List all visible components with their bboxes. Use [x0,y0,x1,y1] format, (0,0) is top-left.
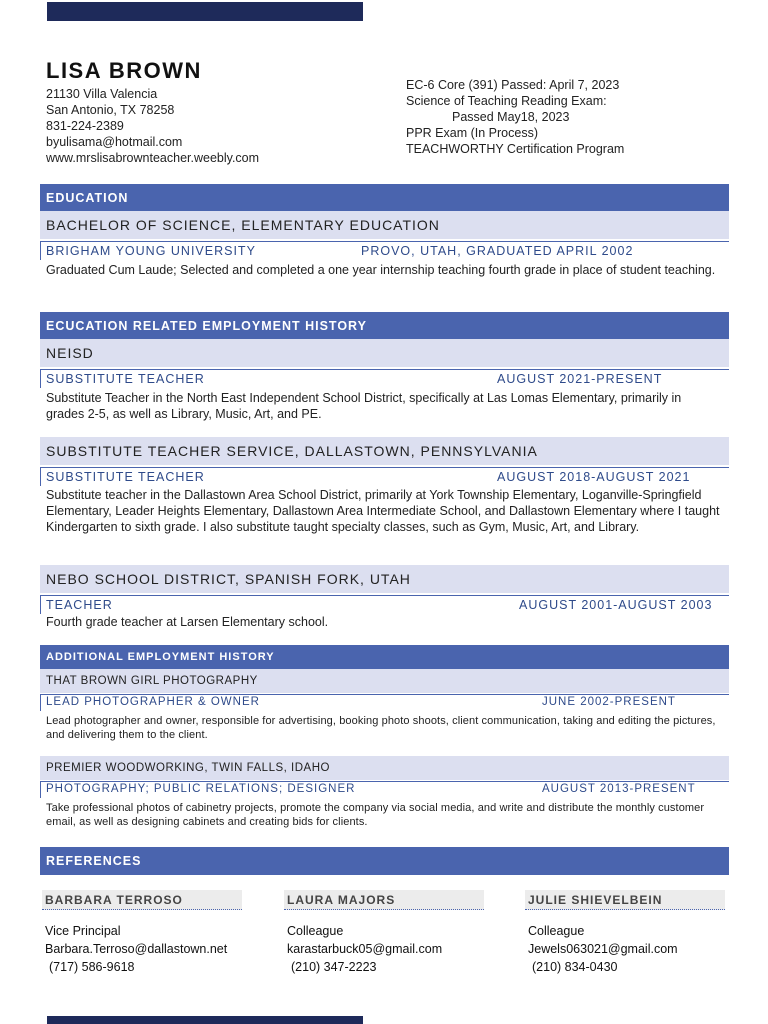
reference-details [45,922,227,976]
job-title: SUBSTITUTE TEACHER [46,470,205,484]
job-description: Lead photographer and owner, responsible for advertising, booking photo shoots, client communication, taking and editing the pictures, and delivering them to the client. [46,715,716,741]
reference-phone: (210) 834-0430 [532,960,618,974]
employment-header: ECUCATION RELATED EMPLOYMENT HISTORY [40,312,729,339]
job-row [40,467,729,486]
email-address[interactable]: byulisama@hotmail.com [46,135,183,149]
phone-number: 831-224-2389 [46,119,124,133]
cert-line-1: EC-6 Core (391) Passed: April 7, 2023 [406,78,620,92]
job-title: LEAD PHOTOGRAPHER & OWNER [46,696,260,708]
school-name: BRIGHAM YOUNG UNIVERSITY [46,244,256,258]
reference-email[interactable]: Jewels063021@gmail.com [528,942,678,956]
job-row [40,694,729,711]
job-description: Substitute Teacher in the North East Independent School District, specifically at Las Lomas Elementary, primarily in grades 2-5, as well as Library, Music, Art, and PE. [46,391,682,421]
school-location: PROVO, UTAH, GRADUATED APRIL 2002 [361,244,634,258]
employer-photography: THAT BROWN GIRL PHOTOGRAPHY [40,669,729,693]
education-description: Graduated Cum Laude; Selected and completed a one year internship teaching fourth grade in place of student teaching. [46,263,716,277]
reference-name: BARBARA TERROSO [42,890,242,910]
reference-phone: (717) 586-9618 [49,960,135,974]
job-row [40,369,729,388]
job-dates: AUGUST 2001-AUGUST 2003 [519,598,713,612]
degree-title: BACHELOR OF SCIENCE, ELEMENTARY EDUCATION [40,211,729,239]
reference-phone: (210) 347-2223 [291,960,377,974]
reference-details [287,922,442,976]
job-description: Fourth grade teacher at Larsen Elementary school. [46,615,329,629]
job-dates: JUNE 2002-PRESENT [542,696,676,708]
reference-email[interactable]: karastarbuck05@gmail.com [287,942,443,956]
contact-block [46,86,259,166]
job-row [40,781,729,798]
reference-role: Vice Principal [45,924,121,938]
cert-line-2: Science of Teaching Reading Exam: [406,94,607,108]
employer-woodworking: PREMIER WOODWORKING, TWIN FALLS, IDAHO [40,756,729,780]
job-title: SUBSTITUTE TEACHER [46,372,205,386]
job-dates: AUGUST 2013-PRESENT [542,783,696,795]
cert-line-5: TEACHWORTHY Certification Program [406,142,625,156]
reference-name: JULIE SHIEVELBEIN [525,890,725,910]
references-header: REFERENCES [40,847,729,875]
school-row [40,241,729,260]
employer-dallastown: SUBSTITUTE TEACHER SERVICE, DALLASTOWN, PENNSYLVANIA [40,437,729,465]
job-description: Substitute teacher in the Dallastown Area School District, primarily at York Township Elementary, Loganville-Springfield Elementary, Leader Heights Elementary, Dallastown Area Intermediate School, and Dallastown Elementary where I taught Kindergarten to sixth grade. I also substitute taught specialty classes, such as Gym, Music, Art, and Library. [46,488,720,534]
job-dates: AUGUST 2018-AUGUST 2021 [497,470,691,484]
employer-nebo: NEBO SCHOOL DISTRICT, SPANISH FORK, UTAH [40,565,729,593]
cert-line-3: Passed May18, 2023 [452,110,570,124]
additional-header: ADDITIONAL EMPLOYMENT HISTORY [40,645,729,669]
job-dates: AUGUST 2021-PRESENT [497,372,663,386]
job-title: PHOTOGRAPHY; PUBLIC RELATIONS; DESIGNER [46,783,356,795]
education-header: EDUCATION [40,184,729,211]
job-description: Take professional photos of cabinetry projects, promote the company via social media, and write and distribute the monthly customer email, as well as designing cabinets and creating bids for clients. [46,802,705,828]
candidate-name: LISA BROWN [46,58,202,83]
reference-email[interactable]: Barbara.Terroso@dallastown.net [45,942,228,956]
reference-details [528,922,678,976]
reference-role: Colleague [287,924,344,938]
address-line-1: 21130 Villa Valencia [46,87,158,101]
job-row [40,595,729,614]
reference-role: Colleague [528,924,585,938]
website-link[interactable]: www.mrslisabrownteacher.weebly.com [46,151,260,165]
employer-neisd: NEISD [40,339,729,367]
reference-name: LAURA MAJORS [284,890,484,910]
cert-line-4: PPR Exam (In Process) [406,126,538,140]
top-accent-bar [47,2,363,21]
address-line-2: San Antonio, TX 78258 [46,103,175,117]
certifications-block [406,77,624,157]
job-title: TEACHER [46,598,113,612]
bottom-accent-bar [47,1016,363,1024]
